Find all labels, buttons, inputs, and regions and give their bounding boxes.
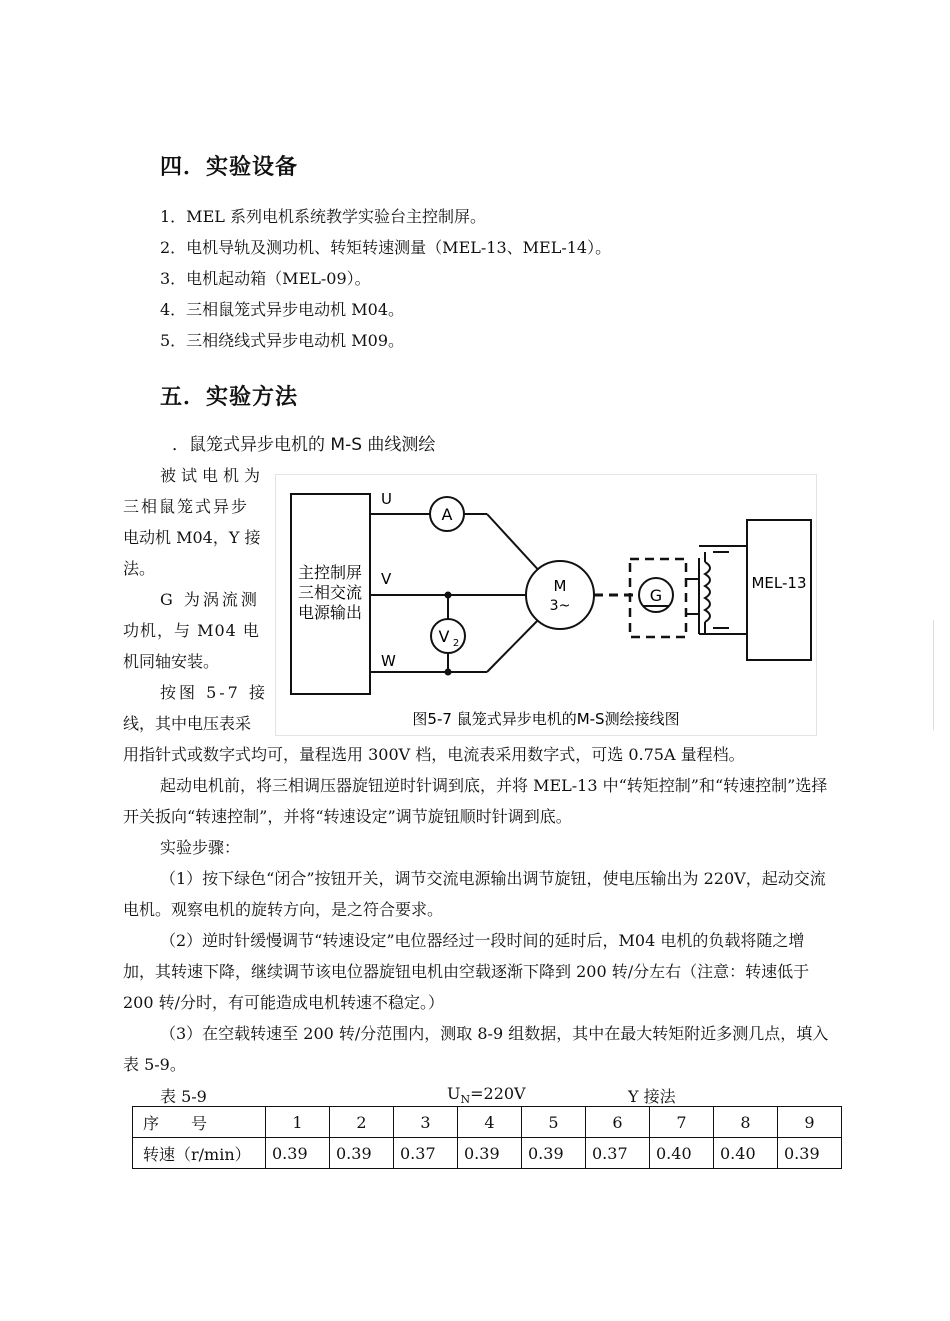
- table-cell: 0.39: [778, 1138, 842, 1169]
- table-cell: 0.37: [586, 1138, 650, 1169]
- paragraph-step-3: （3）在空载转速至 200 转/分范围内，测取 8-9 组数据，其中在最大转矩附近多测几点，填入表 5-9。: [123, 1024, 829, 1074]
- paragraph-step-2: （2）逆时针缓慢调节“转速设定”电位器经过一段时间的延时后，M04 电机的负载将随之增加，其转速下降，继续调节该电位器旋钮电机由空载逐渐下降到 200 转/分左右（注意：转速低于 200 转/分时，有可能造成电机转速不稳定。）: [123, 931, 810, 1012]
- equipment-item-2: 2．电机导轨及测功机、转矩转速测量（MEL-13、MEL-14）。: [160, 238, 612, 257]
- equipment-item-4: 4．三相鼠笼式异步电动机 M04。: [160, 300, 405, 319]
- phase-w-label: W: [381, 652, 396, 670]
- side-line-8: 按图 5-7 接: [160, 683, 268, 702]
- table-cell: 0.39: [330, 1138, 394, 1169]
- side-line-2: 三相鼠笼式异步: [123, 497, 250, 516]
- table-cell: 0.37: [394, 1138, 458, 1169]
- ammeter-label: A: [441, 505, 453, 524]
- source-label-line-2: 三相交流: [297, 583, 363, 602]
- table-cell: 4: [458, 1107, 522, 1138]
- table-cell: 2: [330, 1107, 394, 1138]
- table-header-label: 序 号: [133, 1107, 266, 1138]
- motor-label-1: M: [553, 577, 567, 595]
- section5-title: 五．实验方法: [160, 385, 299, 410]
- section4-title: 四．实验设备: [160, 155, 299, 180]
- generator-label: G: [649, 586, 663, 605]
- side-line-4: 法。: [123, 559, 156, 578]
- table-cell: 5: [522, 1107, 586, 1138]
- table-caption-connection: Y 接法: [628, 1087, 676, 1106]
- phase-u-label: U: [381, 490, 392, 508]
- side-line-9: 线，其中电压表采: [123, 714, 252, 733]
- paragraph-range: 用指针式或数字式均可，量程选用 300V 档，电流表采用数字式，可选 0.75A 量程档。: [123, 745, 745, 764]
- figure-caption: 图5-7 鼠笼式异步电机的M-S测绘接线图: [412, 710, 680, 728]
- side-line-1: 被试电机为: [160, 466, 266, 485]
- table-cell: 7: [650, 1107, 714, 1138]
- voltmeter-subscript: 2: [452, 638, 460, 649]
- side-line-3: 电动机 M04，Y 接: [123, 528, 261, 547]
- table-cell: 0.39: [458, 1138, 522, 1169]
- wiring-diagram: [275, 474, 817, 736]
- data-table: [132, 1106, 842, 1169]
- table-row-label: 转速（r/min）: [133, 1138, 266, 1169]
- table-cell: 1: [266, 1107, 330, 1138]
- table-cell: 0.40: [650, 1138, 714, 1169]
- equipment-item-1: 1．MEL 系列电机系统教学实验台主控制屏。: [160, 207, 486, 226]
- motor-symbol: [526, 561, 594, 629]
- page-edge-mark: [933, 620, 934, 730]
- paragraph-startup: 起动电机前，将三相调压器旋钮逆时针调到底，并将 MEL-13 中“转矩控制”和“转速控制”选择开关扳向“转速控制”，并将“转速设定”调节旋钮顺时针调到底。: [123, 776, 828, 826]
- table-row: [133, 1138, 842, 1169]
- side-line-6: 功机，与 M04 电: [123, 621, 260, 640]
- table-cell: 0.39: [522, 1138, 586, 1169]
- equipment-item-3: 3．电机起动箱（MEL-09）。: [160, 269, 371, 288]
- table-caption-number: 表 5-9: [160, 1087, 207, 1106]
- side-line-7: 机同轴安装。: [123, 652, 220, 671]
- table-cell: 3: [394, 1107, 458, 1138]
- source-label-line-1: 主控制屏: [297, 563, 363, 582]
- phase-v-label: V: [381, 570, 392, 588]
- table-cell: 9: [778, 1107, 842, 1138]
- side-line-5: G 为涡流测: [160, 590, 260, 609]
- table-caption-voltage: $U_N=220V$: [447, 1084, 526, 1107]
- equipment-item-5: 5．三相绕线式异步电动机 M09。: [160, 331, 405, 350]
- mel13-label: MEL-13: [751, 574, 807, 592]
- paragraph-step-1: （1）按下绿色“闭合”按钮开关，调节交流电源输出调节旋钮，使电压输出为 220V，起动交流电机。观察电机的旋转方向，是之符合要求。: [123, 869, 826, 919]
- table-row: [133, 1107, 842, 1138]
- paragraph-steps-heading: 实验步骤：: [160, 838, 241, 857]
- section5-subtitle: ．鼠笼式异步电机的 M-S 曲线测绘: [172, 435, 436, 455]
- motor-label-2: 3~: [549, 598, 571, 614]
- table-cell: 0.39: [266, 1138, 330, 1169]
- table-cell: 0.40: [714, 1138, 778, 1169]
- table-cell: 8: [714, 1107, 778, 1138]
- voltmeter-label: V: [438, 627, 450, 646]
- table-cell: 6: [586, 1107, 650, 1138]
- source-label-line-3: 电源输出: [297, 603, 363, 622]
